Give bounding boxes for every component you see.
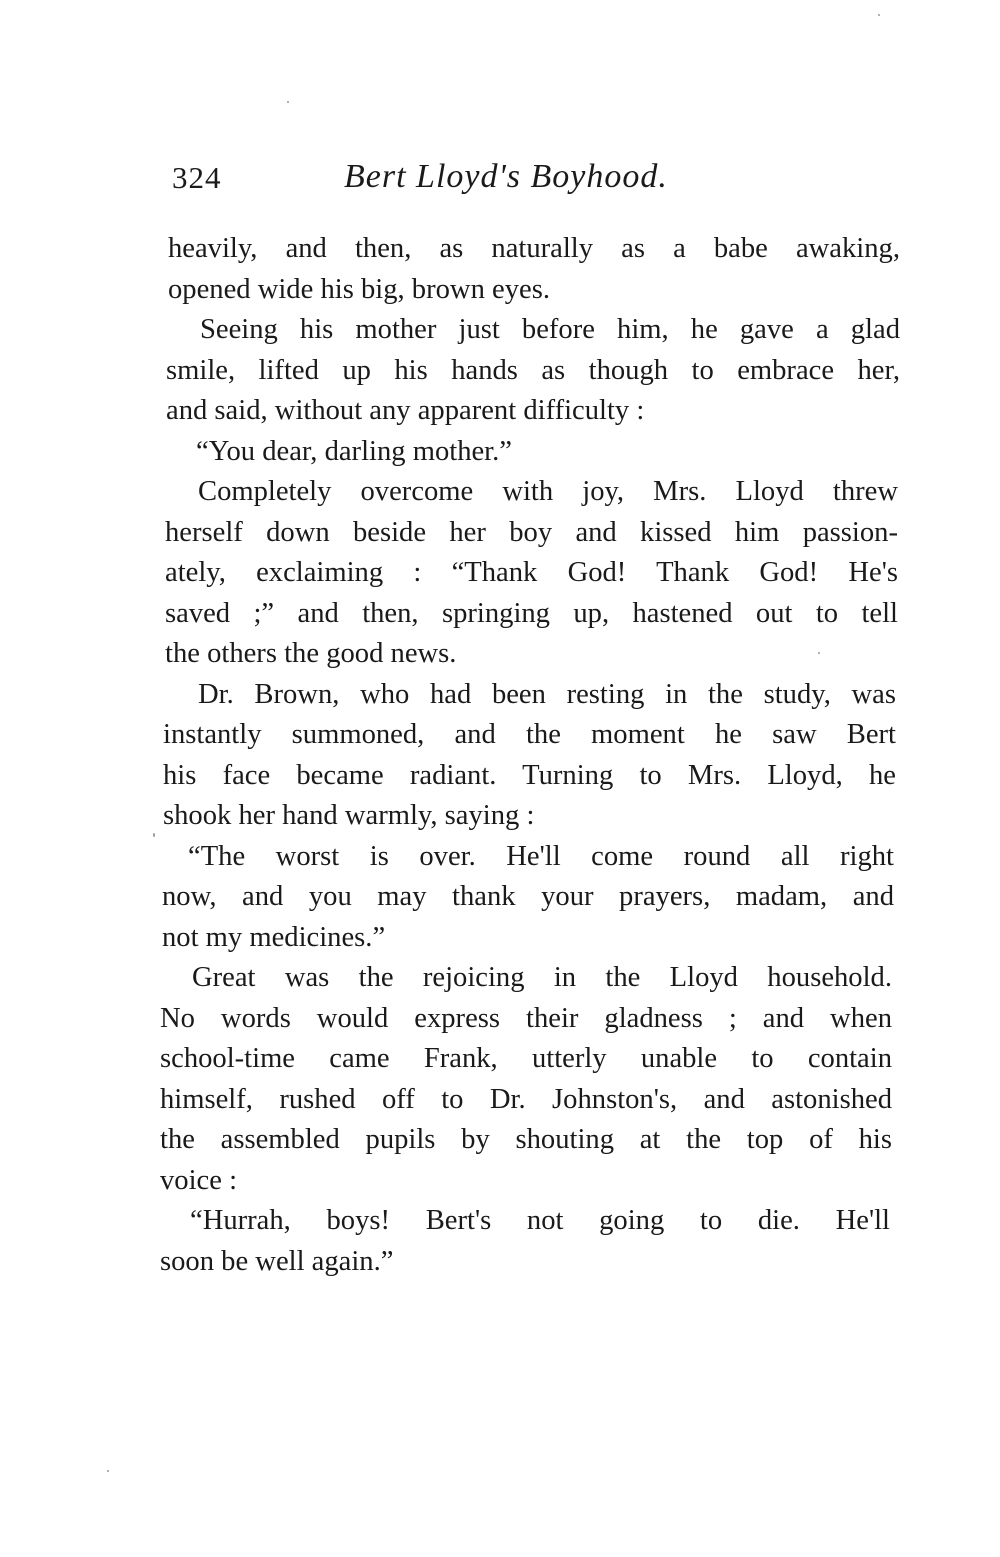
text-line: himself, rushed off to Dr. Johnston's, and astonished (160, 1083, 892, 1115)
text-line: heavily, and then, as naturally as a babe awaking, (168, 233, 900, 264)
paper-speck (818, 652, 820, 654)
paper-speck (153, 833, 155, 837)
text-line: shook her hand warmly, saying : (163, 800, 535, 831)
running-title: Bert Lloyd's Boyhood. (344, 158, 668, 195)
paragraph-first-line: Dr. Brown, who had been resting in the study, was (198, 678, 896, 710)
paragraph-first-line: “The worst is over. He'll come round all right (188, 840, 894, 872)
text-line: herself down beside her boy and kissed him passion- (165, 516, 898, 548)
text-line: ately, exclaiming : “Thank God! Thank God! He's (165, 557, 898, 588)
paragraph-first-line: Seeing his mother just before him, he gave a glad (200, 314, 900, 345)
text-line: not my medicines.” (162, 921, 386, 953)
paragraph-first-line: Completely overcome with joy, Mrs. Lloyd threw (198, 476, 898, 507)
page-header (172, 160, 732, 210)
paper-speck (287, 101, 289, 103)
text-line: the others the good news. (165, 638, 457, 669)
text-line: No words would express their gladness ; and when (160, 1002, 892, 1034)
text-line: saved ;” and then, springing up, hastened out to tell (165, 597, 898, 629)
paragraph-first-line: “Hurrah, boys! Bert's not going to die. He'll (190, 1205, 890, 1236)
text-line: smile, lifted up his hands as though to embrace her, (166, 354, 900, 386)
text-line: opened wide his big, brown eyes. (168, 273, 550, 305)
body-text (160, 229, 900, 1282)
text-line: the assembled pupils by shouting at the top of his (160, 1124, 892, 1155)
text-line: and said, without any apparent difficulty : (166, 395, 645, 426)
text-line: school-time came Frank, utterly unable to contain (160, 1043, 892, 1074)
paragraph-first-line: Great was the rejoicing in the Lloyd household. (192, 962, 892, 993)
text-line: instantly summoned, and the moment he saw Bert (163, 719, 896, 750)
paragraph-first-line: “You dear, darling mother.” (196, 435, 512, 467)
page-number: 324 (172, 160, 222, 195)
text-line: voice : (160, 1164, 238, 1196)
paper-speck (878, 14, 880, 16)
paper-speck (107, 1470, 109, 1472)
text-line: soon be well again.” (160, 1245, 394, 1277)
text-line: now, and you may thank your prayers, madam, and (162, 881, 894, 912)
text-line: his face became radiant. Turning to Mrs. Lloyd, he (163, 759, 896, 791)
